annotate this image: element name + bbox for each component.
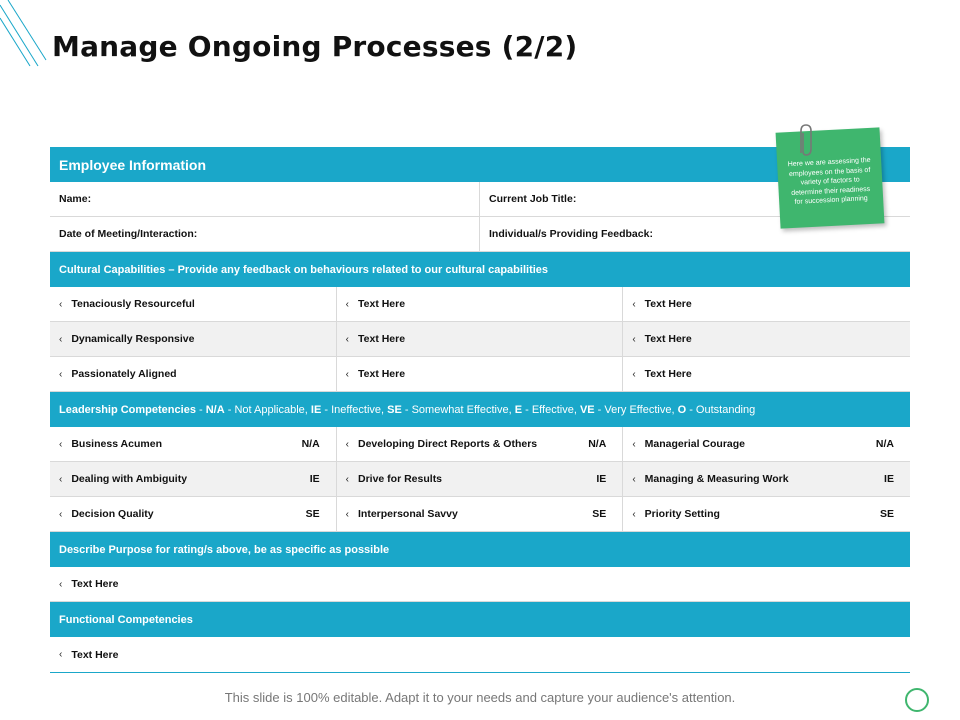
table-row	[50, 287, 910, 322]
table-row	[50, 427, 910, 462]
bullet-icon: ‹	[632, 473, 636, 485]
header-text-part: - Very Effective,	[594, 403, 678, 416]
functional-competencies-field[interactable]	[50, 637, 910, 672]
cell-text: Text Here	[71, 648, 119, 661]
cell-text: Interpersonal Savvy	[358, 508, 458, 520]
leadership-competency-cell[interactable]	[50, 427, 337, 461]
table-row	[50, 462, 910, 497]
cultural-capability-cell[interactable]	[623, 357, 910, 391]
cell-text: Dynamically Responsive	[71, 333, 195, 345]
bullet-icon: ‹	[345, 368, 349, 380]
table-row	[50, 357, 910, 392]
bullet-icon: ‹	[59, 333, 63, 345]
rating-purpose-field[interactable]	[50, 567, 910, 601]
bullet-icon: ‹	[345, 473, 349, 485]
functional-competencies-header: Functional Competencies	[50, 602, 910, 637]
bullet-icon: ‹	[632, 298, 636, 310]
cultural-capability-cell[interactable]	[623, 287, 910, 321]
sticky-note-text: Here we are assessing the employees on the basis of variety of factors to determine their readiness for succession planning	[787, 156, 871, 206]
cell-text: Text Here	[358, 333, 406, 345]
rating-purpose-header: Describe Purpose for rating/s above, be as specific as possible	[50, 532, 910, 567]
cell-text: Passionately Aligned	[71, 368, 177, 380]
bullet-icon: ‹	[632, 438, 636, 450]
table-row	[50, 497, 910, 532]
header-text-part: -	[195, 403, 206, 416]
table-row	[50, 637, 910, 672]
cell-text: Text Here	[358, 298, 406, 310]
cultural-capability-cell[interactable]	[50, 322, 337, 356]
header-text-part: Leadership Competencies	[59, 403, 196, 416]
cell-text: Drive for Results	[358, 473, 443, 485]
bullet-icon: ‹	[59, 649, 63, 660]
rating-value: SE	[592, 508, 607, 520]
bullet-icon: ‹	[345, 298, 349, 310]
cell-text: Text Here	[358, 368, 406, 380]
cell-text: Dealing with Ambiguity	[71, 473, 188, 485]
meeting-date-field[interactable]: Date of Meeting/Interaction:	[50, 217, 480, 251]
paperclip-icon	[795, 123, 815, 159]
rating-value: N/A	[301, 438, 320, 450]
header-text-part: - Ineffective,	[321, 403, 388, 416]
cultural-capability-cell[interactable]	[337, 287, 624, 321]
cell-text: Text Here	[644, 298, 692, 310]
header-text-part: E	[514, 403, 523, 416]
circle-icon	[905, 688, 929, 712]
rating-value: N/A	[588, 438, 607, 450]
bullet-icon: ‹	[59, 438, 63, 450]
rating-value: SE	[305, 508, 320, 520]
header-text-part: - Not Applicable,	[224, 403, 311, 416]
bullet-icon: ‹	[59, 578, 63, 590]
rating-value: IE	[884, 473, 894, 485]
leadership-competency-cell[interactable]	[50, 497, 337, 531]
cell-text: Text Here	[644, 368, 692, 380]
bullet-icon: ‹	[345, 508, 349, 520]
leadership-competency-cell[interactable]	[337, 462, 624, 496]
current-job-title-field[interactable]: Current Job Title:	[489, 193, 577, 205]
bullet-icon: ‹	[59, 473, 63, 485]
bullet-icon: ‹	[59, 298, 63, 310]
bullet-icon: ‹	[345, 438, 349, 450]
rating-value: IE	[309, 473, 320, 485]
rating-value: IE	[596, 473, 607, 485]
header-text-part: O	[677, 403, 687, 416]
bullet-icon: ‹	[632, 368, 636, 380]
cell-text: Priority Setting	[644, 508, 720, 520]
cell-text: Business Acumen	[71, 438, 162, 450]
rating-value: N/A	[875, 438, 894, 450]
header-text-part: VE	[579, 403, 595, 416]
cell-text: Tenaciously Resourceful	[71, 298, 195, 310]
cell-text: Text Here	[71, 578, 119, 590]
rating-value: SE	[879, 508, 894, 520]
cultural-capabilities-header: Cultural Capabilities – Provide any feedback on behaviours related to our cultural capabilities	[50, 252, 910, 287]
cell-text: Developing Direct Reports & Others	[358, 438, 538, 450]
header-text-part: SE	[387, 403, 402, 416]
bullet-icon: ‹	[59, 508, 63, 520]
leadership-competency-cell[interactable]	[623, 462, 910, 496]
header-text-part: - Outstanding	[686, 403, 756, 416]
employee-info-header: Employee Information	[50, 147, 910, 182]
cell-text: Managing & Measuring Work	[644, 473, 789, 485]
cultural-capability-cell[interactable]	[337, 357, 624, 391]
divider	[50, 672, 910, 673]
header-text-part: - Effective,	[522, 403, 580, 416]
cultural-capability-cell[interactable]	[337, 322, 624, 356]
feedback-providers-field[interactable]: Individual/s Providing Feedback:	[489, 228, 653, 240]
cultural-capability-cell[interactable]	[50, 287, 337, 321]
leadership-competency-cell[interactable]	[337, 427, 624, 461]
bullet-icon: ‹	[345, 333, 349, 345]
header-text-part: - Somewhat Effective,	[401, 403, 515, 416]
bullet-icon: ‹	[632, 508, 636, 520]
table-row	[50, 567, 910, 602]
leadership-competency-cell[interactable]	[623, 427, 910, 461]
cell-text: Managerial Courage	[644, 438, 746, 450]
corner-decoration-lines	[0, 0, 60, 80]
leadership-competency-cell[interactable]	[623, 497, 910, 531]
footer-caption: This slide is 100% editable. Adapt it to your needs and capture your audience's attention.	[224, 690, 736, 705]
header-text-part: N/A	[205, 403, 225, 416]
bullet-icon: ‹	[632, 333, 636, 345]
cultural-capability-cell[interactable]	[50, 357, 337, 391]
leadership-competency-cell[interactable]	[50, 462, 337, 496]
cultural-capability-cell[interactable]	[623, 322, 910, 356]
cell-text: Text Here	[644, 333, 692, 345]
cell-text: Decision Quality	[71, 508, 154, 520]
sticky-note	[776, 127, 885, 228]
name-field[interactable]: Name:	[50, 182, 480, 216]
page-title: Manage Ongoing Processes (2/2)	[52, 30, 578, 63]
bullet-icon: ‹	[59, 368, 63, 380]
leadership-competencies-header	[50, 392, 910, 427]
table-row	[50, 322, 910, 357]
header-text-part: IE	[310, 403, 322, 416]
leadership-competency-cell[interactable]	[337, 497, 624, 531]
